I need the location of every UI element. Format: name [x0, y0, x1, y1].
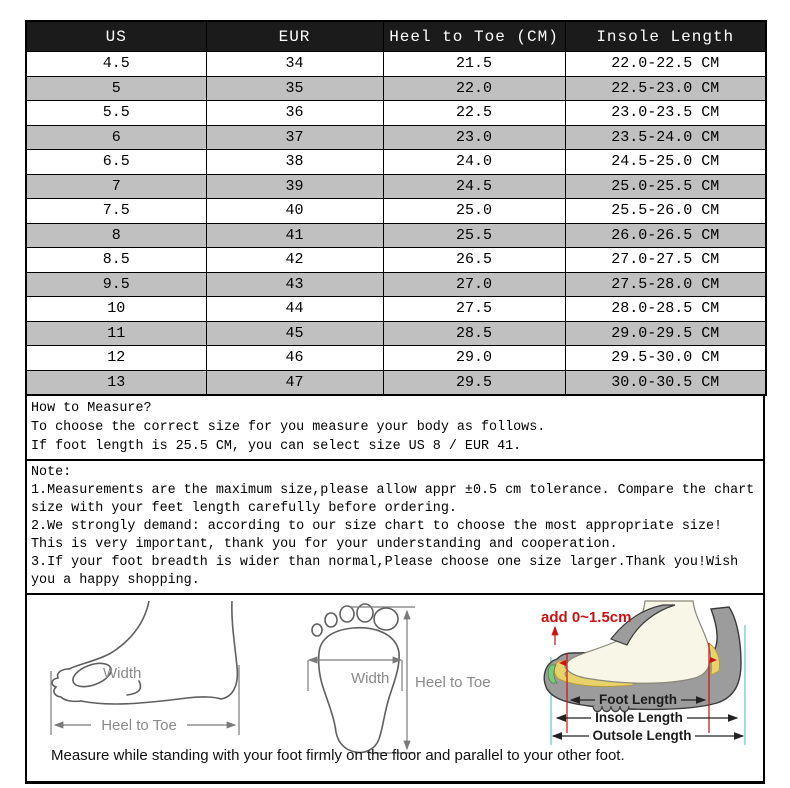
how-to-measure-line: To choose the correct size for you measure your body as follows.: [31, 420, 546, 435]
table-row: [26, 223, 766, 248]
eur-size-cell: 36: [206, 101, 383, 126]
insole-length-cell: 25.0-25.5 CM: [565, 174, 766, 199]
table-row: [26, 101, 766, 126]
foot-length-label: Foot Length: [599, 692, 677, 707]
table-row: [26, 321, 766, 346]
how-to-measure-line: If foot length is 25.5 CM, you can select size US 8 / EUR 41.: [31, 439, 522, 454]
add-tolerance-label: add 0~1.5cm: [541, 609, 632, 626]
heel-to-toe-cell: 28.5: [383, 321, 565, 346]
side-view-foot-diagram: [47, 601, 257, 741]
heel-to-toe-cell: 22.0: [383, 76, 565, 101]
table-row: [26, 76, 766, 101]
insole-length-cell: 25.5-26.0 CM: [565, 199, 766, 224]
eur-size-cell: 39: [206, 174, 383, 199]
heel-to-toe-cell: 21.5: [383, 52, 565, 77]
column-header: Heel to Toe (CM): [383, 21, 565, 52]
insole-length-cell: 29.0-29.5 CM: [565, 321, 766, 346]
how-to-measure-title: How to Measure?: [31, 401, 152, 416]
insole-length-cell: 22.0-22.5 CM: [565, 52, 766, 77]
eur-size-cell: 43: [206, 272, 383, 297]
eur-size-cell: 47: [206, 370, 383, 395]
us-size-cell: 7.5: [26, 199, 206, 224]
heel-to-toe-cell: 24.0: [383, 150, 565, 175]
eur-size-cell: 41: [206, 223, 383, 248]
us-size-cell: 7: [26, 174, 206, 199]
eur-size-cell: 46: [206, 346, 383, 371]
insole-length-cell: 30.0-30.5 CM: [565, 370, 766, 395]
size-chart-page: [25, 20, 765, 784]
insole-length-cell: 27.0-27.5 CM: [565, 248, 766, 273]
heel-to-toe-cell: 23.0: [383, 125, 565, 150]
table-row: [26, 52, 766, 77]
table-row: [26, 125, 766, 150]
heel-to-toe-cell: 25.0: [383, 199, 565, 224]
table-row: [26, 248, 766, 273]
column-header: US: [26, 21, 206, 52]
note-item: 3.If your foot breadth is wider than normal,Please choose one size larger.Thank you!Wish you a happy shopping.: [31, 555, 739, 588]
us-size-cell: 6.5: [26, 150, 206, 175]
insole-length-label: Insole Length: [595, 710, 683, 725]
foot-outline: [52, 601, 237, 704]
us-size-cell: 11: [26, 321, 206, 346]
top-heel-to-toe-label: Heel to Toe: [415, 674, 491, 691]
heel-to-toe-cell: 22.5: [383, 101, 565, 126]
how-to-measure-section: [25, 396, 765, 461]
eur-size-cell: 34: [206, 52, 383, 77]
us-size-cell: 9.5: [26, 272, 206, 297]
insole-length-cell: 23.0-23.5 CM: [565, 101, 766, 126]
table-row: [26, 174, 766, 199]
note-item: 2.We strongly demand: according to our size chart to choose the most appropriate size! This is very important, thank you for your understanding and cooperation.: [31, 519, 723, 552]
us-size-cell: 13: [26, 370, 206, 395]
insole-length-cell: 28.0-28.5 CM: [565, 297, 766, 322]
insole-length-cell: 23.5-24.0 CM: [565, 125, 766, 150]
eur-size-cell: 45: [206, 321, 383, 346]
column-header: Insole Length: [565, 21, 766, 52]
eur-size-cell: 40: [206, 199, 383, 224]
eur-size-cell: 38: [206, 150, 383, 175]
eur-size-cell: 42: [206, 248, 383, 273]
heel-to-toe-cell: 27.5: [383, 297, 565, 322]
note-item: 1.Measurements are the maximum size,please allow appr ±0.5 cm tolerance. Compare the chart size with your feet length carefully before ordering.: [31, 483, 755, 516]
us-size-cell: 10: [26, 297, 206, 322]
measurement-diagram-section: [25, 595, 765, 784]
us-size-cell: 4.5: [26, 52, 206, 77]
column-header: EUR: [206, 21, 383, 52]
table-row: [26, 370, 766, 395]
insole-length-cell: 27.5-28.0 CM: [565, 272, 766, 297]
insole-length-cell: 24.5-25.0 CM: [565, 150, 766, 175]
table-row: [26, 346, 766, 371]
us-size-cell: 8: [26, 223, 206, 248]
size-chart-table: [25, 20, 767, 396]
top-view-foot-diagram: [305, 603, 540, 758]
us-size-cell: 8.5: [26, 248, 206, 273]
top-width-label: Width: [351, 670, 390, 687]
eur-size-cell: 44: [206, 297, 383, 322]
eur-size-cell: 35: [206, 76, 383, 101]
us-size-cell: 5.5: [26, 101, 206, 126]
eur-size-cell: 37: [206, 125, 383, 150]
outsole-length-label: Outsole Length: [592, 728, 692, 743]
side-heel-to-toe-label: Heel to Toe: [101, 717, 177, 734]
side-width-label: Width: [103, 665, 142, 682]
note-title: Note:: [31, 465, 72, 480]
insole-length-cell: 29.5-30.0 CM: [565, 346, 766, 371]
table-row: [26, 199, 766, 224]
heel-to-toe-cell: 29.5: [383, 370, 565, 395]
note-section: [25, 461, 765, 595]
insole-length-cell: 26.0-26.5 CM: [565, 223, 766, 248]
us-size-cell: 6: [26, 125, 206, 150]
table-row: [26, 272, 766, 297]
shoe-cross-section-diagram: [539, 597, 764, 747]
measure-caption: Measure while standing with your foot firmly on the floor and parallel to your other foot.: [51, 747, 625, 764]
insole-length-cell: 22.5-23.0 CM: [565, 76, 766, 101]
heel-to-toe-cell: 26.5: [383, 248, 565, 273]
header-row: [26, 21, 766, 52]
heel-to-toe-cell: 25.5: [383, 223, 565, 248]
heel-to-toe-cell: 27.0: [383, 272, 565, 297]
us-size-cell: 5: [26, 76, 206, 101]
table-row: [26, 150, 766, 175]
heel-to-toe-cell: 29.0: [383, 346, 565, 371]
table-row: [26, 297, 766, 322]
heel-to-toe-cell: 24.5: [383, 174, 565, 199]
us-size-cell: 12: [26, 346, 206, 371]
